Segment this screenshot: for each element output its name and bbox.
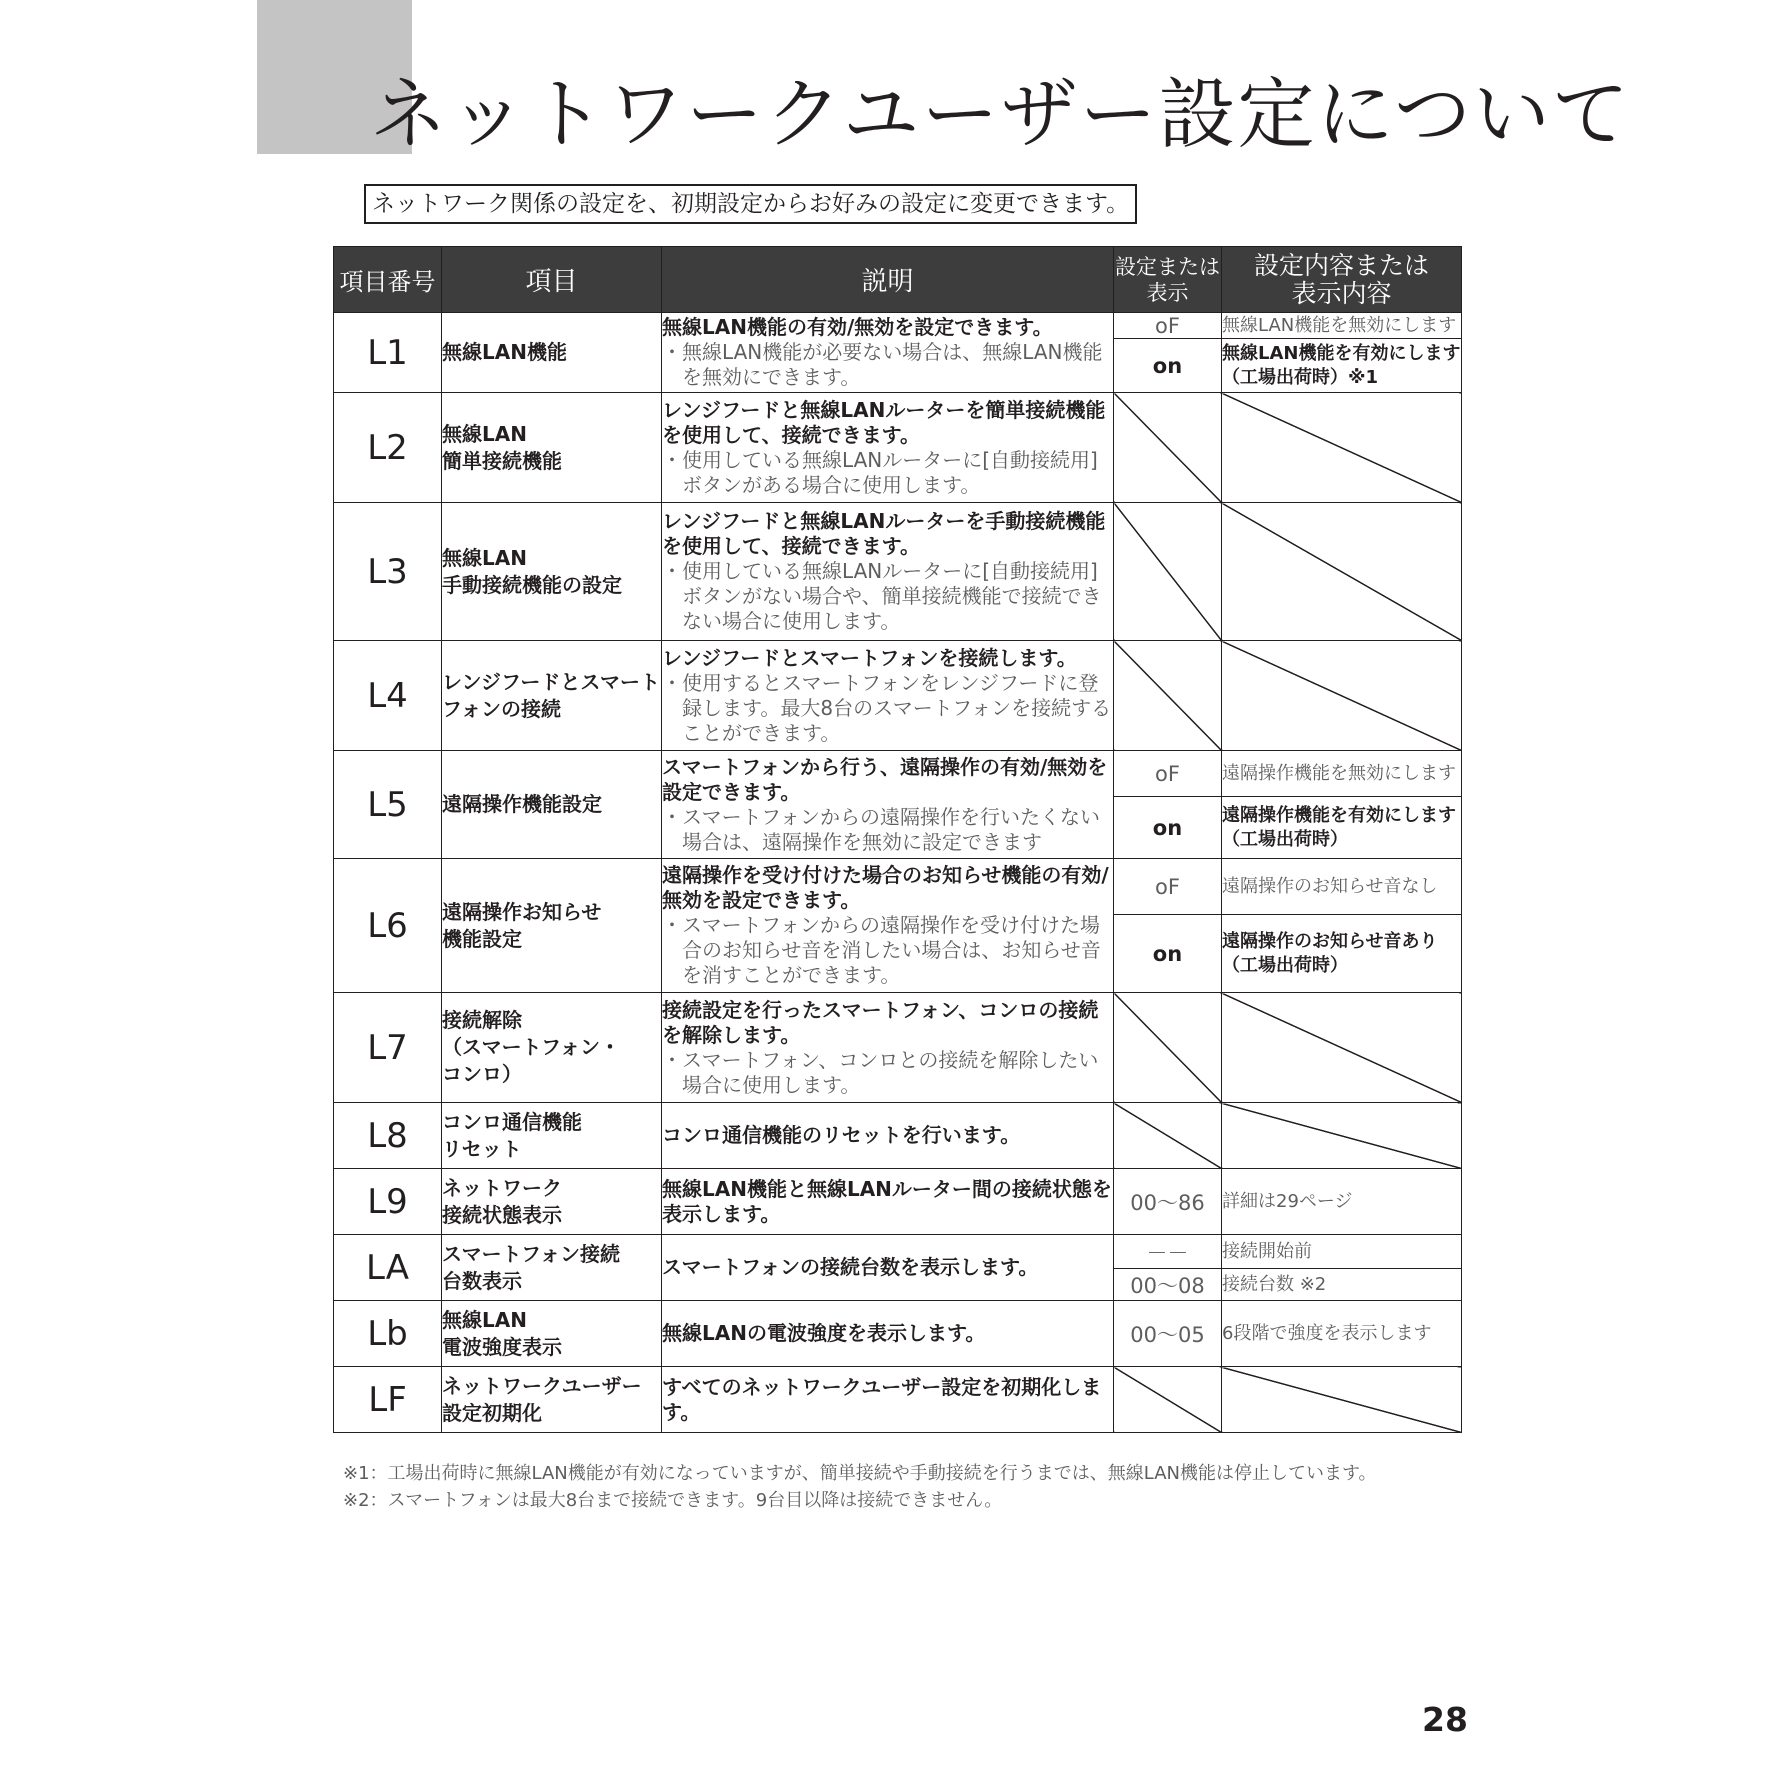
- setting-content-line: 6段階で強度を表示します: [1222, 1322, 1432, 1344]
- description-note: ・使用するとスマートフォンをレンジフードに登録します。最大8台のスマートフォンを接続することができます。: [662, 670, 1112, 745]
- setting-content-line: 詳細は29ページ: [1222, 1190, 1353, 1212]
- header-setting: [1114, 247, 1222, 313]
- table-row: [334, 641, 1462, 751]
- item-code: L4: [334, 641, 442, 751]
- item-name-line: 接続状態表示: [442, 1202, 562, 1227]
- table-row: [334, 503, 1462, 641]
- item-description: [662, 1301, 1114, 1367]
- empty-content-cell: [1222, 993, 1462, 1103]
- setting-value: oF: [1114, 751, 1222, 797]
- empty-setting-cell: [1114, 503, 1222, 641]
- setting-value: on: [1114, 915, 1222, 993]
- item-name: [442, 1367, 662, 1433]
- item-name-line: 手動接続機能の設定: [442, 572, 622, 597]
- item-name-line: 電波強度表示: [442, 1334, 562, 1359]
- setting-content: [1222, 859, 1462, 915]
- description-note: ・スマートフォンからの遠隔操作を受け付けた場合のお知らせ音を消したい場合は、お知らせ音を消すことができます。: [662, 913, 1101, 987]
- setting-value: －－: [1114, 1235, 1222, 1269]
- item-description: [662, 313, 1114, 393]
- table-row: [334, 1103, 1462, 1169]
- setting-content: [1222, 1169, 1462, 1235]
- description-main: 無線LAN機能の有効/無効を設定できます。: [662, 315, 1053, 339]
- setting-content-line: （工場出荷時）: [1222, 954, 1348, 976]
- setting-content: [1222, 1301, 1462, 1367]
- item-name-line: 無線LAN: [442, 1307, 527, 1332]
- empty-content-cell: [1222, 1103, 1462, 1169]
- setting-value: oF: [1114, 859, 1222, 915]
- setting-content: [1222, 339, 1462, 393]
- header-code: 項目番号: [334, 247, 442, 313]
- item-description: [662, 859, 1114, 993]
- description-main: 接続設定を行ったスマートフォン、コンロの接続を解除します。: [662, 997, 1099, 1047]
- page-title: ネットワークユーザー設定について: [370, 71, 1631, 160]
- description-main: レンジフードと無線LANルーターを手動接続機能を使用して、接続できます。: [662, 509, 1106, 558]
- item-code: L6: [334, 859, 442, 993]
- item-description: [662, 1235, 1114, 1301]
- item-name: [442, 751, 662, 859]
- header-content: [1222, 247, 1462, 313]
- description-note: ・使用している無線LANルーターに[自動接続用]ボタンがある場合に使用します。: [662, 447, 1098, 497]
- setting-content-line: 接続開始前: [1222, 1240, 1312, 1262]
- setting-content-line: 遠隔操作のお知らせ音あり: [1222, 930, 1438, 952]
- table-row: [334, 1301, 1462, 1367]
- item-code: L9: [334, 1169, 442, 1235]
- description-main: 無線LAN機能と無線LANルーター間の接続状態を表示します。: [662, 1176, 1112, 1226]
- item-name-line: ネットワーク: [442, 1175, 562, 1200]
- item-name: [442, 1169, 662, 1235]
- item-description: [662, 1367, 1114, 1433]
- setting-content-line: 無線LAN機能を無効にします: [1222, 314, 1457, 336]
- item-code: LA: [334, 1235, 442, 1301]
- setting-content-line: 遠隔操作機能を無効にします: [1222, 762, 1456, 784]
- item-description: [662, 393, 1114, 503]
- header-setting-line2: 表示: [1146, 280, 1189, 305]
- item-name: [442, 641, 662, 751]
- setting-content: [1222, 797, 1462, 859]
- item-description: [662, 641, 1114, 751]
- description-note: ・スマートフォン、コンロとの接続を解除したい場合に使用します。: [662, 1047, 1099, 1097]
- description-note: ・使用している無線LANルーターに[自動接続用]ボタンがない場合や、簡単接続機能で接続できない場合に使用します。: [662, 559, 1102, 633]
- setting-value: oF: [1114, 313, 1222, 339]
- setting-content-line: （工場出荷時）: [1222, 828, 1348, 850]
- footnote-2: ※2：スマートフォンは最大8台まで接続できます。9台目以降は接続できません。: [343, 1490, 1003, 1511]
- empty-content-cell: [1222, 393, 1462, 503]
- item-name-line: 機能設定: [442, 926, 522, 951]
- setting-value: 00～86: [1114, 1169, 1222, 1235]
- setting-content: [1222, 751, 1462, 797]
- header-description: 説明: [662, 247, 1114, 313]
- description-main: レンジフードと無線LANルーターを簡単接続機能を使用して、接続できます。: [662, 397, 1106, 447]
- item-name-line: （スマートフォン・: [442, 1035, 620, 1059]
- setting-content-line: 遠隔操作機能を有効にします: [1222, 804, 1456, 826]
- table-row: [334, 313, 1462, 339]
- item-code: Lb: [334, 1301, 442, 1367]
- item-name-line: 無線LAN: [442, 421, 527, 446]
- empty-content-cell: [1222, 641, 1462, 751]
- setting-content: [1222, 1269, 1462, 1301]
- item-name-line: ネットワークユーザー設定初期化: [442, 1373, 642, 1425]
- item-code: L2: [334, 393, 442, 503]
- item-name-line: 接続解除: [442, 1008, 522, 1032]
- item-code: L5: [334, 751, 442, 859]
- setting-content-line: 接続台数 ※2: [1222, 1273, 1327, 1295]
- item-name-line: コンロ）: [442, 1062, 522, 1086]
- description-note: ・無線LAN機能が必要ない場合は、無線LAN機能を無効にできます。: [662, 340, 1103, 389]
- footnote-1: ※1：工場出荷時に無線LAN機能が有効になっていますが、簡単接続や手動接続を行うまでは、無線LAN機能は停止しています。: [343, 1463, 1377, 1484]
- table-row: [334, 751, 1462, 797]
- table-header-row: [334, 247, 1462, 313]
- table-row: [334, 1235, 1462, 1269]
- description-main: レンジフードとスマートフォンを接続します。: [662, 645, 1077, 670]
- item-name-line: 遠隔操作お知らせ: [442, 899, 602, 924]
- item-name-line: リセット: [442, 1136, 522, 1161]
- setting-content: [1222, 313, 1462, 339]
- setting-content: [1222, 915, 1462, 993]
- table-row: [334, 393, 1462, 503]
- setting-value: on: [1114, 339, 1222, 393]
- item-name-line: 簡単接続機能: [442, 448, 562, 473]
- item-name: [442, 313, 662, 393]
- setting-content-line: （工場出荷時）※1: [1222, 366, 1379, 388]
- item-name: [442, 1103, 662, 1169]
- item-description: [662, 1169, 1114, 1235]
- header-item: 項目: [442, 247, 662, 313]
- empty-setting-cell: [1114, 993, 1222, 1103]
- header-setting-line1: 設定または: [1115, 254, 1220, 279]
- item-name-line: レンジフードとスマートフォンの接続: [442, 669, 660, 721]
- item-name: [442, 393, 662, 503]
- item-name-line: コンロ通信機能: [442, 1109, 582, 1134]
- item-name: [442, 503, 662, 641]
- empty-setting-cell: [1114, 641, 1222, 751]
- table-row: [334, 1169, 1462, 1235]
- page-number: 28: [1422, 1700, 1468, 1739]
- item-code: L7: [334, 993, 442, 1103]
- setting-content-line: 遠隔操作のお知らせ音なし: [1222, 875, 1438, 897]
- item-name-line: 台数表示: [442, 1268, 522, 1293]
- setting-value: 00～05: [1114, 1301, 1222, 1367]
- description-main: 遠隔操作を受け付けた場合のお知らせ機能の有効/無効を設定できます。: [662, 863, 1109, 912]
- description-main: スマートフォンから行う、遠隔操作の有効/無効を設定できます。: [662, 754, 1108, 804]
- item-name-line: スマートフォン接続: [442, 1241, 620, 1266]
- item-name: [442, 993, 662, 1103]
- description-main: コンロ通信機能のリセットを行います。: [662, 1123, 1021, 1147]
- table-row: [334, 993, 1462, 1103]
- description-note: ・スマートフォンからの遠隔操作を行いたくない場合は、遠隔操作を無効に設定できます: [662, 804, 1100, 854]
- item-name: [442, 1235, 662, 1301]
- item-code: L8: [334, 1103, 442, 1169]
- table-row: [334, 859, 1462, 915]
- setting-content-line: 無線LAN機能を有効にします: [1222, 342, 1461, 364]
- item-name-line: 遠隔操作機能設定: [442, 792, 602, 816]
- description-main: すべてのネットワークユーザー設定を初期化します。: [662, 1374, 1102, 1424]
- setting-content: [1222, 1235, 1462, 1269]
- header-content-line1: 設定内容または: [1253, 250, 1429, 280]
- item-name: [442, 859, 662, 993]
- empty-setting-cell: [1114, 1103, 1222, 1169]
- setting-value: on: [1114, 797, 1222, 859]
- item-description: [662, 751, 1114, 859]
- description-main: 無線LANの電波強度を表示します。: [662, 1321, 986, 1345]
- item-description: [662, 993, 1114, 1103]
- empty-setting-cell: [1114, 1367, 1222, 1433]
- item-name: [442, 1301, 662, 1367]
- subtitle-box: ネットワーク関係の設定を、初期設定からお好みの設定に変更できます。: [364, 184, 1137, 224]
- item-code: L1: [334, 313, 442, 393]
- item-name-line: 無線LAN: [442, 545, 527, 570]
- header-content-line2: 表示内容: [1291, 278, 1392, 308]
- footnotes: [343, 1460, 1377, 1514]
- item-description: [662, 1103, 1114, 1169]
- description-main: スマートフォンの接続台数を表示します。: [662, 1255, 1039, 1279]
- empty-content-cell: [1222, 503, 1462, 641]
- table-row: [334, 1367, 1462, 1433]
- settings-table: [333, 246, 1462, 1433]
- item-description: [662, 503, 1114, 641]
- item-code: LF: [334, 1367, 442, 1433]
- setting-value: 00～08: [1114, 1269, 1222, 1301]
- empty-setting-cell: [1114, 393, 1222, 503]
- item-name-line: 無線LAN機能: [442, 340, 567, 364]
- item-code: L3: [334, 503, 442, 641]
- empty-content-cell: [1222, 1367, 1462, 1433]
